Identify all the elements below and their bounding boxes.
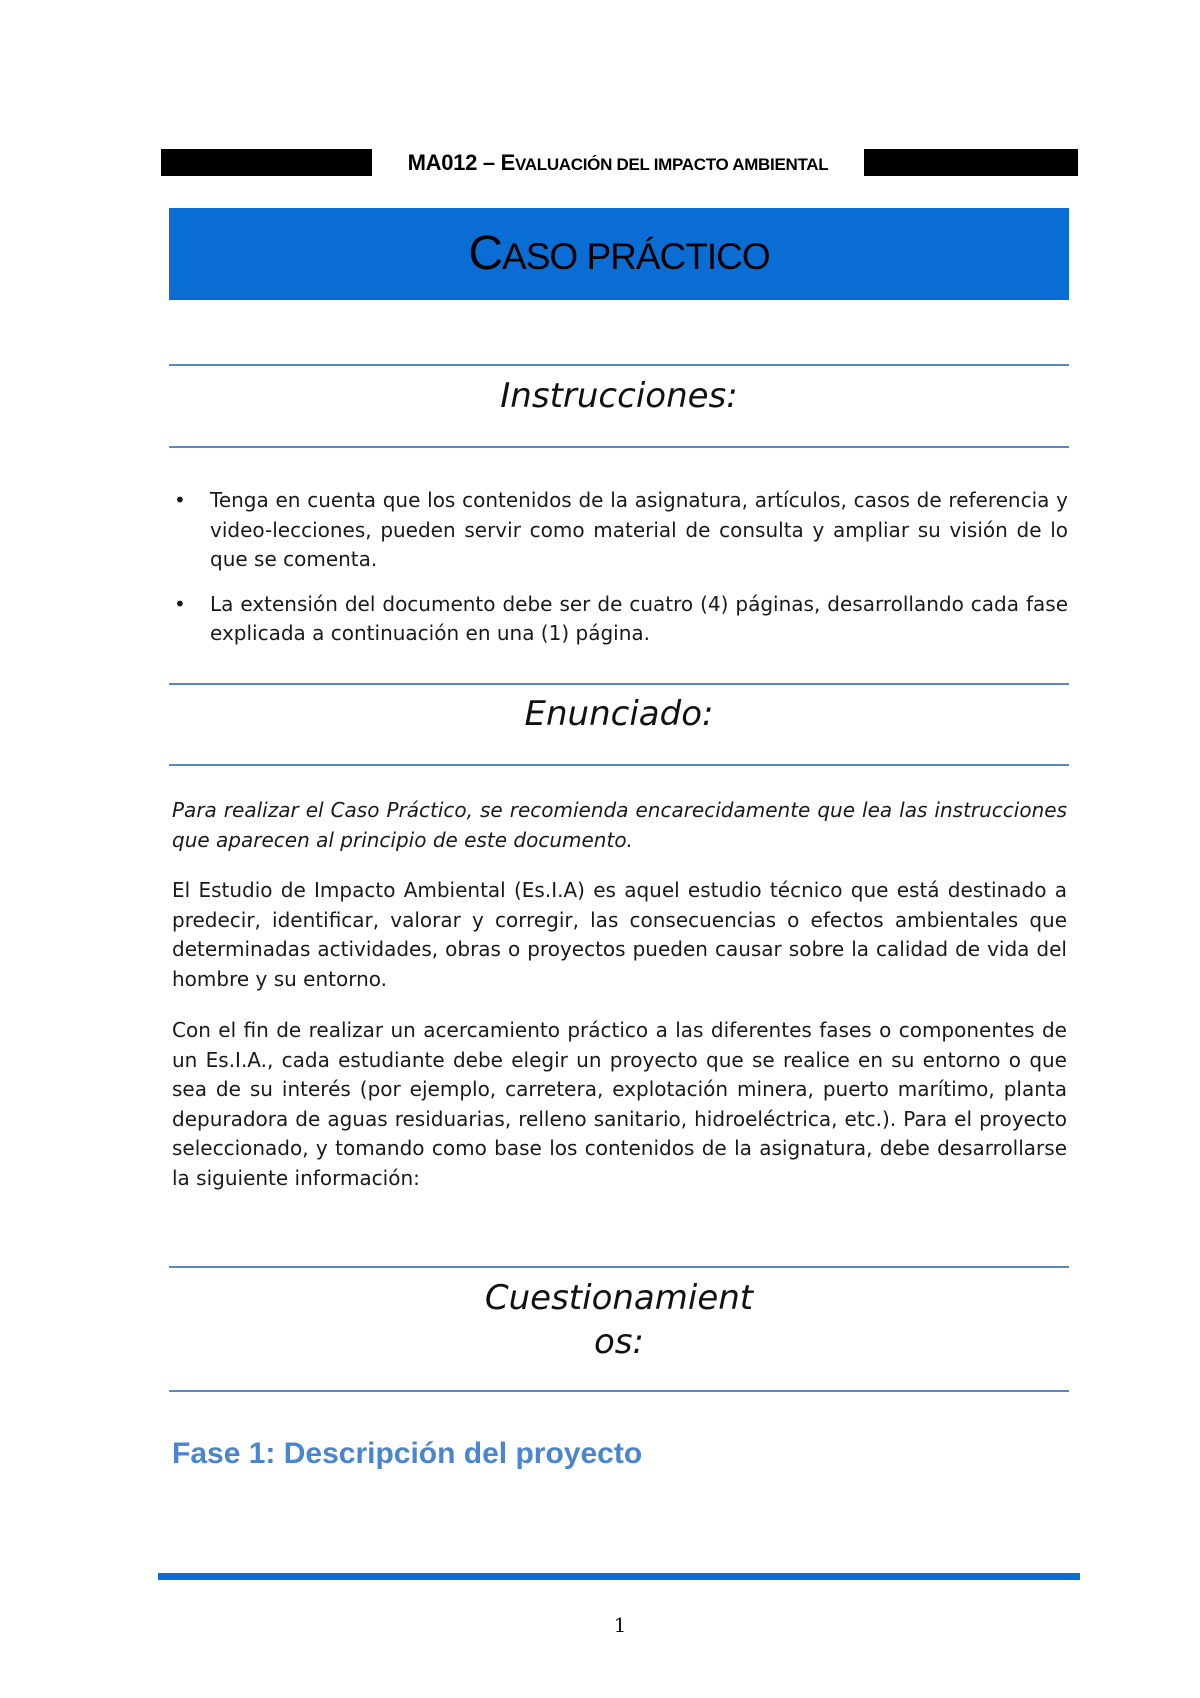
banner-title-initial: C — [468, 227, 503, 280]
title-banner — [169, 208, 1069, 300]
course-title — [372, 147, 864, 178]
questions-heading — [169, 1276, 1069, 1364]
instruction-text: Tenga en cuenta que los contenidos de la asignatura, artículos, casos de referencia y video-lecciones, pueden servir como material de consulta y ampliar su visión de lo que se comenta. — [210, 488, 1068, 571]
statement-paragraph-1: El Estudio de Impacto Ambiental (Es.I.A) es aquel estudio técnico que está destinado a predecir, identificar, valorar y corregir, las consecuencias o efectos ambientales que determinadas actividades, obras o proyectos pueden causar sobre la calidad de vida del hombre y su entorno. — [172, 878, 1067, 991]
statement-paragraph-2: Con el fin de realizar un acercamiento práctico a las diferentes fases o componentes de un Es.I.A., cada estudiante debe elegir un proyecto que se realice en su entorno o que sea de su interés (por ejemplo, carretera, explotación minera, puerto marítimo, planta depuradora de aguas residuarias, relleno sanitario, hidroeléctrica, etc.). Para el proyecto seleccionado, y tomando como base los contenidos de la asignatura, debe desarrollarse la siguiente información: — [172, 1018, 1067, 1190]
page-number: 1 — [613, 1613, 627, 1637]
section-rule — [169, 1390, 1069, 1392]
statement-heading: Enunciado: — [524, 694, 714, 734]
instruction-text: La extensión del documento debe ser de cuatro (4) páginas, desarrollando cada fase explicada a continuación en una (1) página. — [210, 591, 1068, 645]
banner-title — [169, 228, 1069, 283]
instructions-heading: Instrucciones: — [500, 376, 738, 416]
questions-heading-line-1: Cuestionamient — [484, 1278, 754, 1318]
footer-rule — [158, 1573, 1080, 1580]
bullet-icon: • — [174, 591, 186, 616]
section-rule — [169, 1266, 1069, 1268]
section-rule — [169, 683, 1069, 685]
instructions-list — [170, 486, 1068, 664]
course-name: VALUACIÓN DEL IMPACTO AMBIENTAL — [514, 155, 829, 174]
section-rule — [169, 764, 1069, 766]
bullet-icon: • — [174, 488, 186, 512]
course-code: MA012 – E — [407, 150, 515, 175]
section-rule — [169, 446, 1069, 448]
questions-heading-line-2: os: — [594, 1322, 644, 1362]
statement-intro: Para realizar el Caso Práctico, se recomienda encarecidamente que lea las instrucciones que aparecen al principio de este documento. — [172, 798, 1067, 852]
list-item — [170, 590, 1068, 649]
section-rule — [169, 364, 1069, 366]
phase-1-heading: Fase 1: Descripción del proyecto — [172, 1437, 643, 1470]
banner-title-rest: ASO PRÁCTICO — [502, 236, 770, 277]
list-item — [170, 486, 1068, 575]
